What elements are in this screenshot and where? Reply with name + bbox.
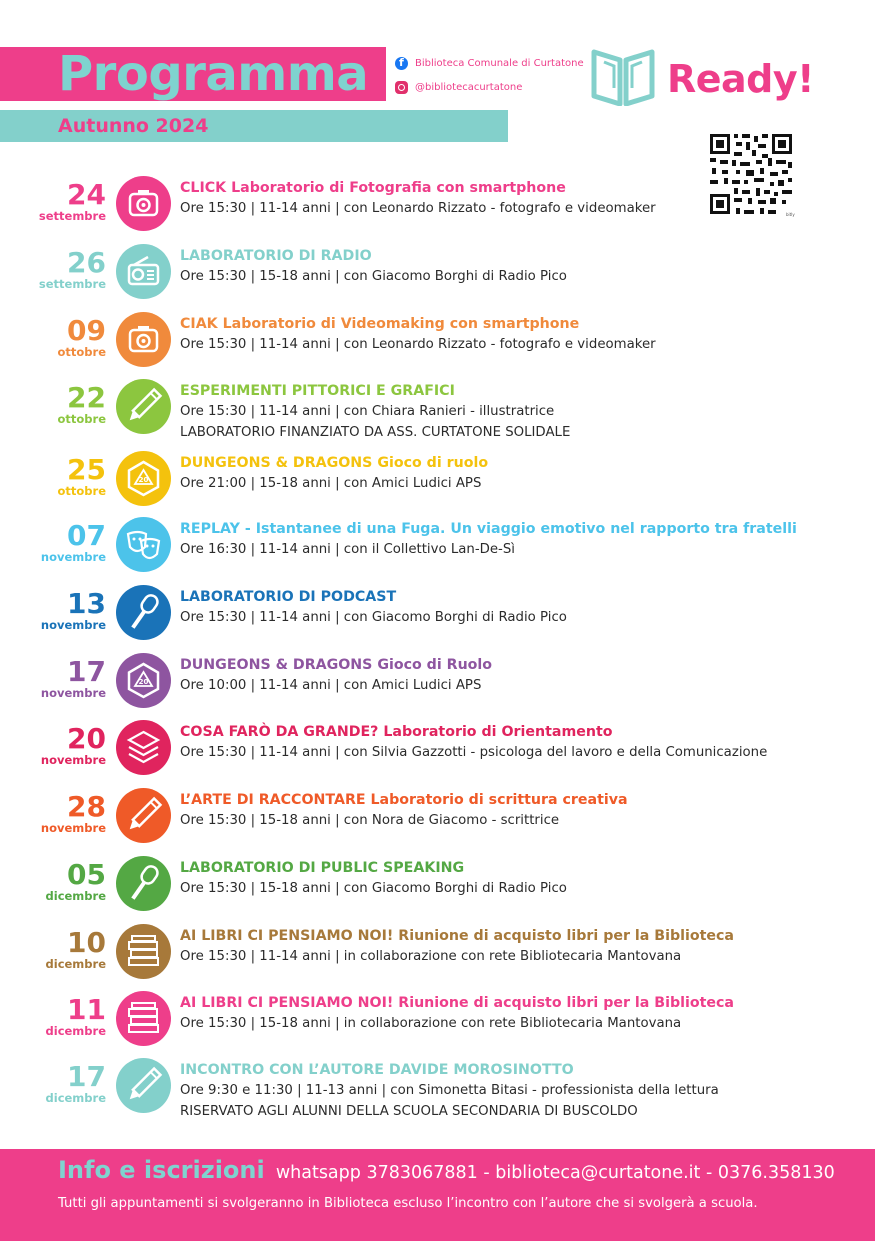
event-month: novembre	[40, 550, 106, 564]
event-date	[18, 316, 106, 359]
event-date	[18, 792, 106, 835]
event-item	[0, 657, 875, 717]
event-title: LABORATORIO DI RADIO	[180, 248, 372, 264]
event-item	[0, 792, 875, 852]
event-date	[18, 248, 106, 291]
event-detail: Ore 21:00 | 15-18 anni | con Amici Ludici APS	[180, 476, 482, 491]
qr-caption: bitly	[786, 212, 795, 217]
footer-heading: Info e iscrizioni	[58, 1156, 265, 1184]
event-detail: Ore 15:30 | 15-18 anni | in collaborazione con rete Bibliotecaria Mantovana	[180, 1016, 682, 1031]
event-item	[0, 589, 875, 649]
microphone-icon	[116, 856, 171, 911]
event-day: 26	[67, 246, 106, 279]
instagram-icon	[395, 81, 408, 94]
event-detail: Ore 15:30 | 11-14 anni | con Silvia Gazzotti - psicologa del lavoro e della Comunicazione	[180, 745, 768, 760]
event-detail: Ore 15:30 | 11-14 anni | con Leonardo Rizzato - fotografo e videomaker	[180, 337, 656, 352]
event-day: 10	[67, 926, 106, 959]
event-day: 13	[67, 587, 106, 620]
event-detail: Ore 15:30 | 11-14 anni | con Giacomo Borghi di Radio Pico	[180, 610, 567, 625]
event-date	[18, 724, 106, 767]
facebook-link[interactable]	[395, 57, 584, 70]
pencil-icon	[116, 1058, 171, 1113]
event-month: novembre	[40, 821, 106, 835]
books-icon	[116, 924, 171, 979]
event-day: 17	[67, 1060, 106, 1093]
event-date	[18, 657, 106, 700]
event-month: settembre	[38, 209, 106, 223]
event-month: ottobre	[57, 484, 106, 498]
event-month: dicembre	[45, 1024, 106, 1038]
event-date	[18, 1062, 106, 1105]
camera-icon	[116, 312, 171, 367]
event-detail: Ore 10:00 | 11-14 anni | con Amici Ludici APS	[180, 678, 482, 693]
event-day: 07	[67, 519, 106, 552]
event-title: L’ARTE DI RACCONTARE Laboratorio di scrittura creativa	[180, 792, 628, 808]
event-title: DUNGEONS & DRAGONS Gioco di ruolo	[180, 455, 489, 471]
event-date	[18, 383, 106, 426]
event-item	[0, 724, 875, 784]
theater-masks-icon	[116, 517, 171, 572]
logo-wordmark: Ready!	[667, 57, 814, 101]
event-detail: Ore 15:30 | 15-18 anni | con Nora de Giacomo - scrittrice	[180, 813, 560, 828]
event-detail: Ore 15:30 | 15-18 anni | con Giacomo Borghi di Radio Pico	[180, 881, 567, 896]
microphone-icon	[116, 585, 171, 640]
event-item	[0, 1062, 875, 1122]
event-date	[18, 180, 106, 223]
event-title: COSA FARÒ DA GRANDE? Laboratorio di Orientamento	[180, 724, 613, 740]
dice-icon	[116, 653, 171, 708]
event-day: 05	[67, 858, 106, 891]
instagram-link[interactable]	[395, 81, 522, 94]
event-item	[0, 248, 875, 308]
event-detail: Ore 15:30 | 11-14 anni | con Chiara Ranieri - illustratrice	[180, 404, 555, 419]
footer-note: Tutti gli appuntamenti si svolgeranno in Biblioteca escluso l’incontro con l’autore che si svolgerà a scuola.	[58, 1196, 758, 1211]
event-title: CIAK Laboratorio di Videomaking con smartphone	[180, 316, 580, 332]
books-icon	[116, 991, 171, 1046]
dice-icon	[116, 451, 171, 506]
event-detail: Ore 15:30 | 11-14 anni | con Leonardo Rizzato - fotografo e videomaker	[180, 201, 656, 216]
event-day: 25	[67, 453, 106, 486]
facebook-label: Biblioteca Comunale di Curtatone	[415, 58, 584, 69]
event-month: novembre	[40, 753, 106, 767]
camera-icon	[116, 176, 171, 231]
event-date	[18, 860, 106, 903]
event-detail: Ore 9:30 e 11:30 | 11-13 anni | con Simonetta Bitasi - professionista della lettura	[180, 1083, 719, 1098]
event-item	[0, 455, 875, 515]
event-detail: Ore 16:30 | 11-14 anni | con il Collettivo Lan-De-Sì	[180, 542, 515, 557]
event-title: AI LIBRI CI PENSIAMO NOI! Riunione di acquisto libri per la Biblioteca	[180, 928, 734, 944]
footer-info	[58, 1156, 835, 1184]
event-day: 28	[67, 790, 106, 823]
radio-icon	[116, 244, 171, 299]
pencil-icon	[116, 379, 171, 434]
event-date	[18, 521, 106, 564]
event-month: dicembre	[45, 889, 106, 903]
pencil-icon	[116, 788, 171, 843]
event-day: 24	[67, 178, 106, 211]
event-month: settembre	[38, 277, 106, 291]
event-item	[0, 995, 875, 1055]
event-title: REPLAY - Istantanee di una Fuga. Un viaggio emotivo nel rapporto tra fratelli	[180, 521, 797, 537]
event-day: 17	[67, 655, 106, 688]
event-item	[0, 928, 875, 988]
event-title: INCONTRO CON L’AUTORE DAVIDE MOROSINOTTO	[180, 1062, 574, 1078]
event-day: 11	[67, 993, 106, 1026]
svg-text:20: 20	[138, 678, 149, 686]
event-day: 22	[67, 381, 106, 414]
event-date	[18, 928, 106, 971]
facebook-icon	[395, 57, 408, 70]
event-item	[0, 180, 875, 240]
event-item	[0, 521, 875, 581]
event-note: RISERVATO AGLI ALUNNI DELLA SCUOLA SECONDARIA DI BUSCOLDO	[180, 1104, 638, 1119]
event-title: AI LIBRI CI PENSIAMO NOI! Riunione di acquisto libri per la Biblioteca	[180, 995, 734, 1011]
event-day: 20	[67, 722, 106, 755]
event-item	[0, 383, 875, 443]
event-date	[18, 455, 106, 498]
event-month: dicembre	[45, 1091, 106, 1105]
event-item	[0, 860, 875, 920]
event-date	[18, 589, 106, 632]
event-month: novembre	[40, 686, 106, 700]
event-title: LABORATORIO DI PUBLIC SPEAKING	[180, 860, 465, 876]
event-title: LABORATORIO DI PODCAST	[180, 589, 397, 605]
event-title: CLICK Laboratorio di Fotografia con smartphone	[180, 180, 566, 196]
event-month: dicembre	[45, 957, 106, 971]
footer-contacts[interactable]: whatsapp 3783067881 - biblioteca@curtatone.it - 0376.358130	[275, 1163, 835, 1183]
event-detail: Ore 15:30 | 11-14 anni | in collaborazione con rete Bibliotecaria Mantovana	[180, 949, 682, 964]
event-month: ottobre	[57, 412, 106, 426]
event-month: novembre	[40, 618, 106, 632]
event-month: ottobre	[57, 345, 106, 359]
event-item	[0, 316, 875, 376]
svg-text:20: 20	[138, 476, 149, 484]
event-title: ESPERIMENTI PITTORICI E GRAFICI	[180, 383, 455, 399]
event-day: 09	[67, 314, 106, 347]
layers-icon	[116, 720, 171, 775]
season-label: Autunno 2024	[58, 115, 209, 137]
instagram-label: @bibliotecacurtatone	[415, 82, 523, 93]
event-title: DUNGEONS & DRAGONS Gioco di Ruolo	[180, 657, 493, 673]
event-note: LABORATORIO FINANZIATO DA ASS. CURTATONE SOLIDALE	[180, 425, 571, 440]
event-detail: Ore 15:30 | 15-18 anni | con Giacomo Borghi di Radio Pico	[180, 269, 567, 284]
event-date	[18, 995, 106, 1038]
page-title: Programma	[58, 46, 369, 102]
